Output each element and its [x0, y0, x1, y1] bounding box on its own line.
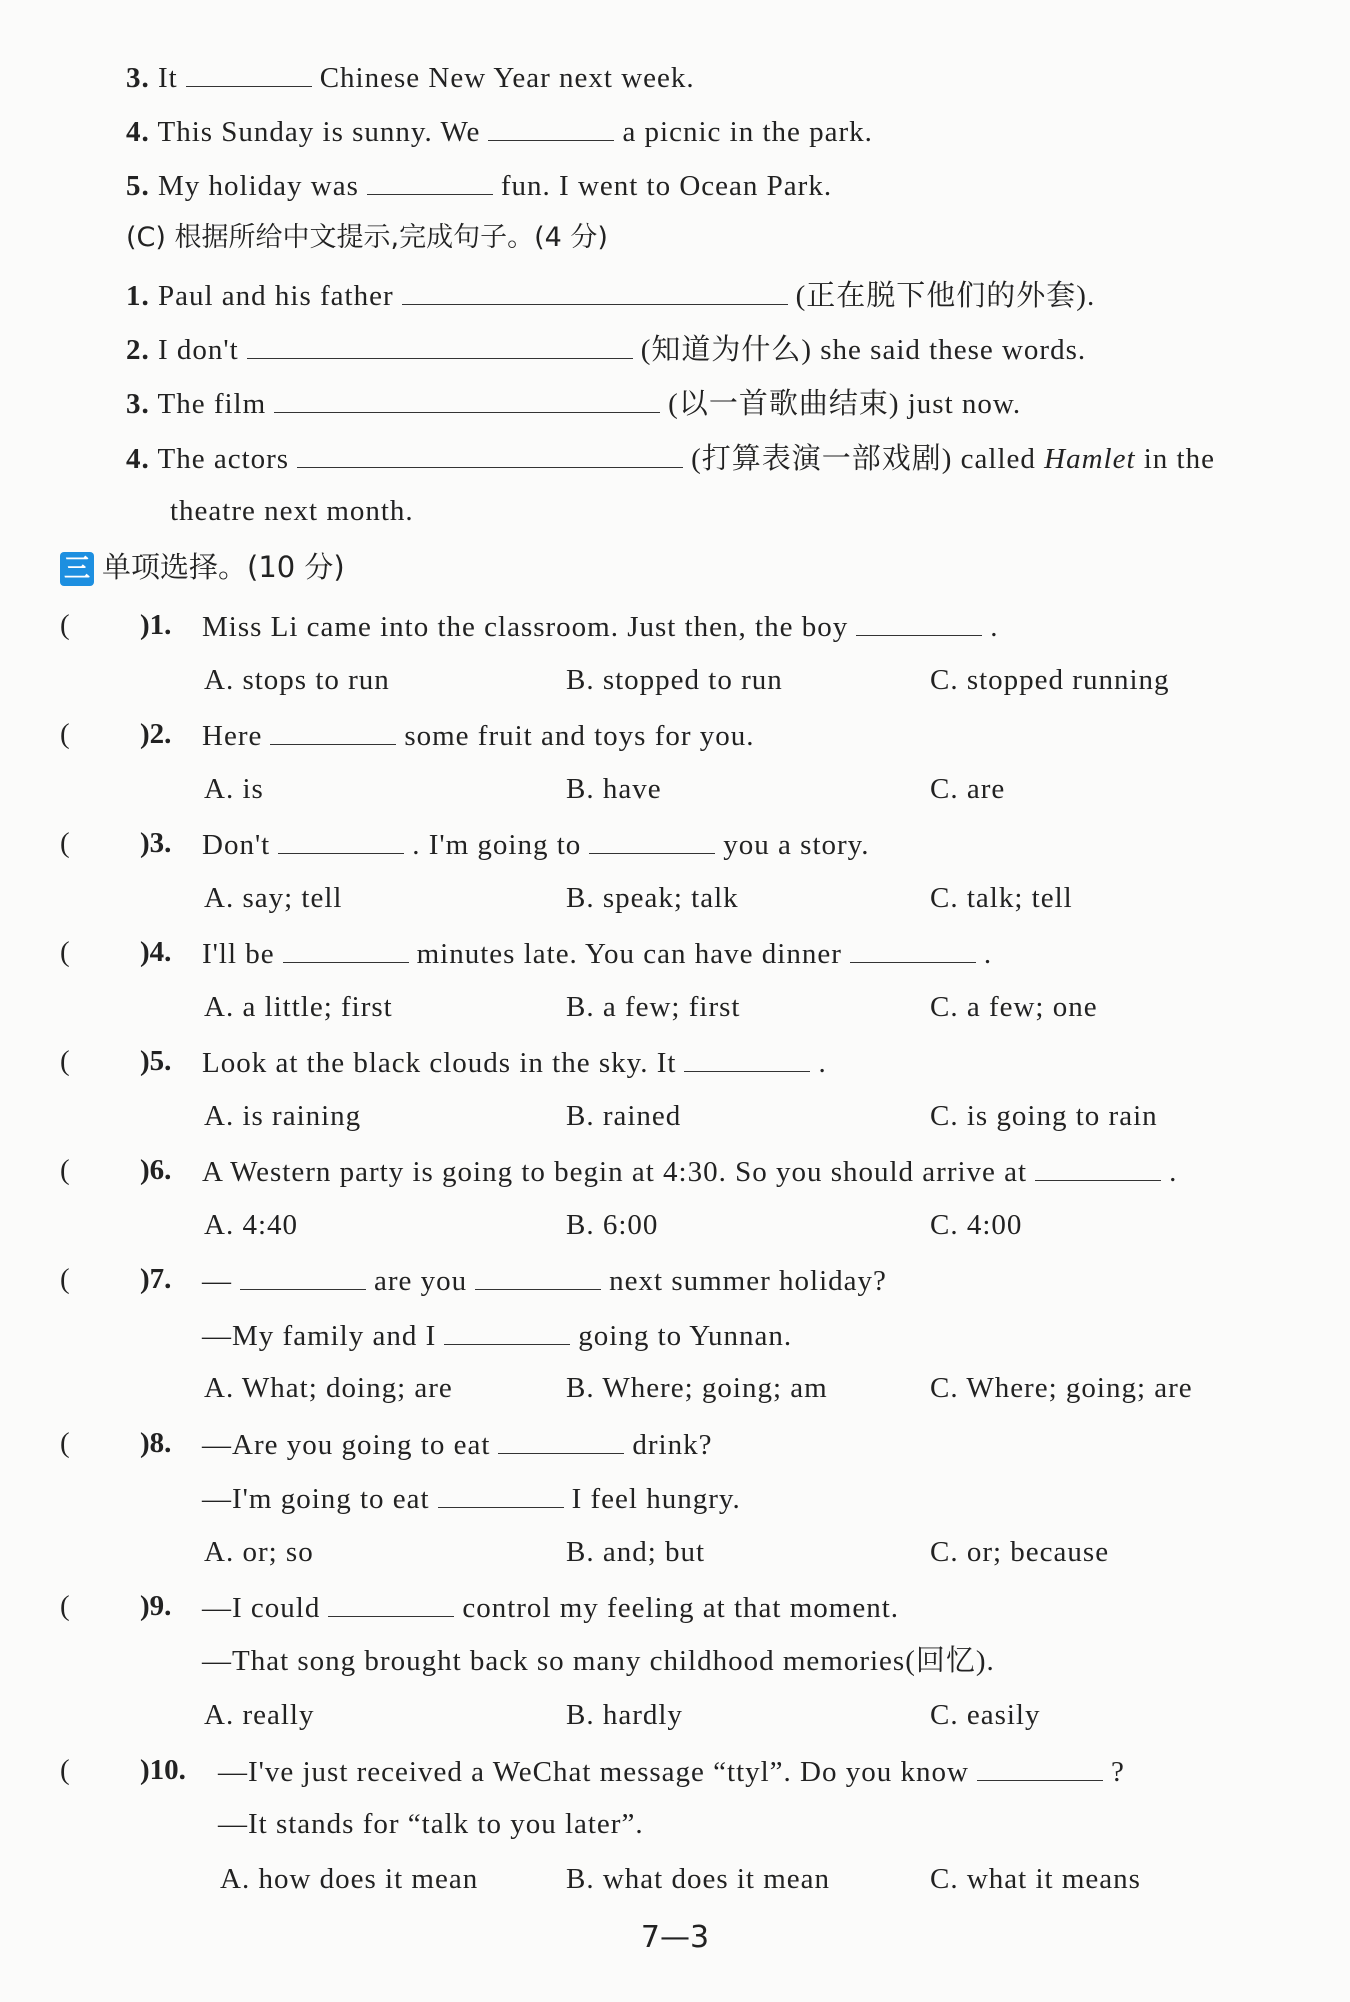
stem-text: some fruit and toys for you.: [404, 720, 755, 752]
translate-item-4: 4. The actors (打算表演一部戏剧) called Hamlet in the: [126, 437, 1215, 479]
option-c[interactable]: C. talk; tell: [930, 881, 1073, 914]
question-number: )10.: [140, 1753, 186, 1786]
answer-paren[interactable]: (: [60, 1426, 70, 1459]
stem-text: A Western party is going to begin at 4:30. So you should arrive at: [202, 1156, 1028, 1188]
stem-text: —I could: [202, 1592, 321, 1624]
stem-text: I'll be: [202, 938, 275, 970]
translate-item-3: 3. The film (以一首歌曲结束) just now.: [126, 382, 1021, 424]
section-3-heading: 三 单项选择。(10 分): [60, 547, 345, 587]
fill-item-3: 3. It Chinese New Year next week.: [126, 56, 695, 98]
translate-item-1: 1. Paul and his father (正在脱下他们的外套).: [126, 274, 1095, 316]
stem-text: next summer holiday?: [609, 1265, 887, 1297]
option-c[interactable]: C. is going to rain: [930, 1099, 1158, 1132]
question-number: )3.: [140, 827, 172, 859]
answer-paren[interactable]: (: [60, 1590, 70, 1622]
option-b[interactable]: B. have: [566, 772, 662, 805]
stem-text: drink?: [632, 1428, 713, 1461]
answer-blank[interactable]: [589, 823, 715, 854]
stem-text: —I've just received a WeChat message “ttyl”. Do you know: [218, 1755, 969, 1788]
stem-text: you a story.: [723, 829, 870, 861]
answer-blank[interactable]: [367, 164, 493, 195]
page-number: 7—3: [640, 1920, 710, 1955]
answer-blank[interactable]: [297, 437, 683, 468]
option-b[interactable]: B. a few; first: [566, 990, 741, 1023]
question-stem: [202, 1423, 712, 1465]
question-stem: [202, 714, 755, 756]
answer-blank[interactable]: [498, 1423, 624, 1454]
option-c[interactable]: C. or; because: [930, 1535, 1110, 1568]
question-stem: [202, 1477, 741, 1519]
answer-blank[interactable]: [488, 110, 614, 141]
option-c[interactable]: C. Where; going; are: [930, 1372, 1193, 1404]
option-a[interactable]: A. or; so: [204, 1535, 314, 1568]
option-b[interactable]: B. 6:00: [566, 1208, 659, 1241]
option-b[interactable]: B. and; but: [566, 1535, 706, 1568]
option-c[interactable]: C. 4:00: [930, 1208, 1023, 1241]
stem-text: .: [983, 938, 993, 970]
question-number: )1.: [140, 609, 172, 641]
question-stem: [202, 1259, 887, 1301]
answer-paren[interactable]: (: [60, 827, 70, 859]
question-number: )6.: [140, 1154, 172, 1186]
answer-blank[interactable]: [328, 1586, 454, 1617]
option-a[interactable]: A. really: [204, 1699, 315, 1731]
answer-blank[interactable]: [402, 274, 788, 305]
question-stem: [202, 1641, 995, 1681]
option-a[interactable]: A. a little; first: [204, 990, 393, 1023]
answer-blank[interactable]: [240, 1259, 366, 1290]
question-number: )5.: [140, 1045, 172, 1077]
stem-text: ?: [1110, 1755, 1125, 1788]
stem-text: control my feeling at that moment.: [462, 1592, 900, 1624]
option-a[interactable]: A. is raining: [204, 1099, 362, 1132]
option-a[interactable]: A. how does it mean: [220, 1862, 479, 1895]
question-stem: [218, 1750, 1125, 1792]
stem-text: Don't: [202, 829, 271, 861]
answer-paren[interactable]: (: [60, 1263, 70, 1295]
question-number: )9.: [140, 1590, 172, 1622]
option-c[interactable]: C. a few; one: [930, 990, 1098, 1023]
answer-blank[interactable]: [1035, 1150, 1161, 1181]
answer-blank[interactable]: [270, 714, 396, 745]
answer-blank[interactable]: [684, 1041, 810, 1072]
answer-blank[interactable]: [186, 56, 312, 87]
answer-paren[interactable]: (: [60, 1154, 70, 1186]
answer-blank[interactable]: [977, 1750, 1103, 1781]
answer-blank[interactable]: [438, 1477, 564, 1508]
option-b[interactable]: B. speak; talk: [566, 881, 739, 914]
stem-text: —It stands for “talk to you later”.: [218, 1808, 644, 1840]
stem-text: —My family and I: [202, 1319, 437, 1352]
stem-text: are you: [374, 1265, 468, 1297]
answer-blank[interactable]: [856, 605, 982, 636]
translate-item-2: 2. I don't (知道为什么) she said these words.: [126, 328, 1086, 370]
question-number: )7.: [140, 1263, 172, 1295]
option-b[interactable]: B. hardly: [566, 1699, 683, 1731]
answer-blank[interactable]: [475, 1259, 601, 1290]
question-stem: [202, 1314, 792, 1356]
question-stem: [218, 1804, 644, 1844]
stem-text: Miss Li came into the classroom. Just then, the boy: [202, 611, 849, 643]
option-c[interactable]: C. stopped running: [930, 663, 1170, 696]
stem-text: —That song brought back so many childhood memories(回忆).: [202, 1644, 995, 1677]
option-b[interactable]: B. rained: [566, 1099, 682, 1132]
answer-blank[interactable]: [444, 1314, 570, 1345]
option-c[interactable]: C. easily: [930, 1699, 1041, 1731]
answer-paren[interactable]: (: [60, 609, 70, 641]
option-c[interactable]: C. are: [930, 772, 1006, 805]
question-stem: [202, 1150, 1177, 1192]
question-number: )4.: [140, 936, 172, 968]
question-number: )2.: [140, 718, 172, 750]
option-a[interactable]: A. is: [204, 772, 264, 805]
stem-text: . I'm going to: [412, 829, 582, 861]
stem-text: going to Yunnan.: [578, 1319, 793, 1352]
option-b[interactable]: B. stopped to run: [566, 663, 783, 696]
option-a[interactable]: A. What; doing; are: [204, 1372, 453, 1404]
question-stem: [202, 823, 870, 865]
answer-paren[interactable]: (: [60, 1045, 70, 1077]
stem-text: .: [818, 1047, 827, 1079]
option-c[interactable]: C. what it means: [930, 1862, 1141, 1895]
answer-blank[interactable]: [283, 932, 409, 963]
question-stem: [202, 605, 998, 647]
stem-text: —Are you going to eat: [202, 1428, 491, 1461]
answer-blank[interactable]: [247, 328, 633, 359]
answer-paren[interactable]: (: [60, 1753, 70, 1786]
fill-item-4: 4. This Sunday is sunny. We a picnic in the park.: [126, 110, 873, 152]
option-b[interactable]: B. Where; going; am: [566, 1372, 828, 1404]
option-a[interactable]: A. 4:40: [204, 1208, 298, 1241]
option-b[interactable]: B. what does it mean: [566, 1862, 831, 1895]
answer-blank[interactable]: [278, 823, 404, 854]
stem-text: .: [1169, 1156, 1178, 1188]
question-stem: [202, 1586, 899, 1628]
stem-text: —: [202, 1265, 232, 1297]
stem-text: I feel hungry.: [571, 1483, 741, 1515]
question-stem: [202, 1041, 827, 1083]
question-stem: [202, 932, 992, 974]
stem-text: .: [990, 611, 999, 643]
answer-paren[interactable]: (: [60, 718, 70, 750]
answer-paren[interactable]: (: [60, 936, 70, 968]
stem-text: —I'm going to eat: [202, 1483, 430, 1515]
stem-text: minutes late. You can have dinner: [416, 938, 842, 970]
stem-text: Look at the black clouds in the sky. It: [202, 1047, 677, 1079]
fill-item-5: 5. My holiday was fun. I went to Ocean Park.: [126, 164, 832, 206]
section-number-badge: 三: [60, 552, 94, 586]
part-c-heading: (C) 根据所给中文提示,完成句子。(4 分): [126, 222, 608, 253]
question-number: )8.: [140, 1426, 172, 1459]
answer-blank[interactable]: [274, 382, 660, 413]
stem-text: Here: [202, 720, 263, 752]
option-a[interactable]: A. stops to run: [204, 663, 390, 696]
answer-blank[interactable]: [850, 932, 976, 963]
translate-item-4-cont: theatre next month.: [170, 495, 414, 527]
option-a[interactable]: A. say; tell: [204, 881, 343, 914]
